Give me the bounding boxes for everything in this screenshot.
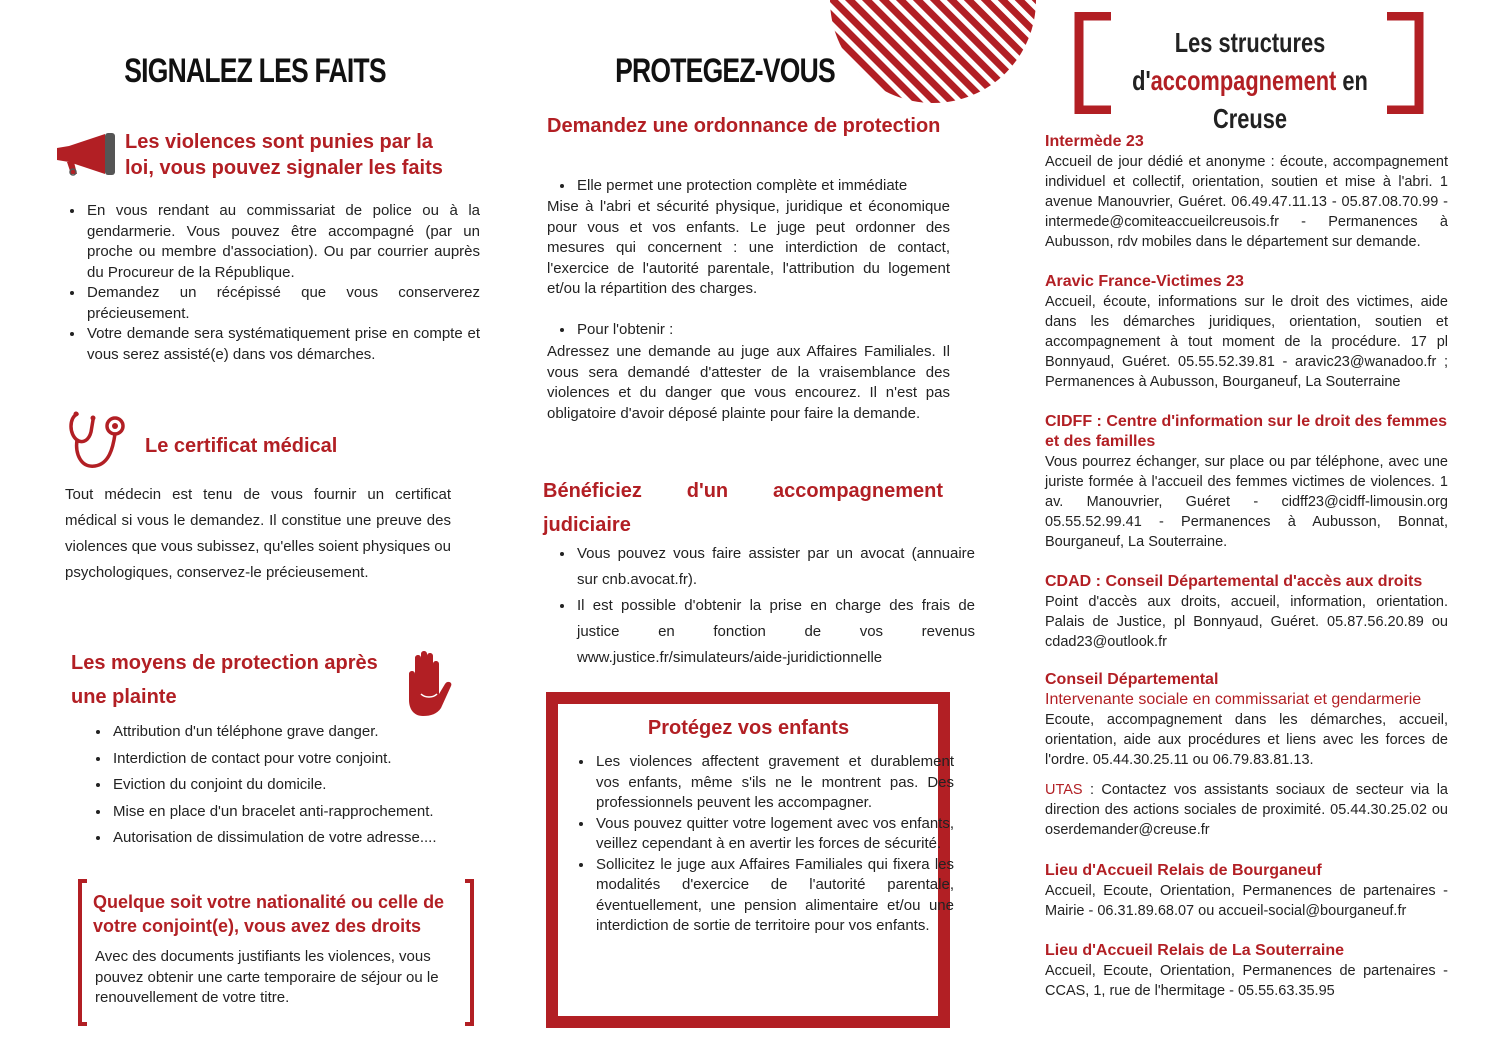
order-text-1: Mise à l'abri et sécurité physique, juridique et économique pour vous et vos enfants. Le juge peut ordonner des mesures qui concernent : une interdiction de contact, l'exercice de l'autorité parentale, l'attribution du logement et/ou la répartition des charges. (547, 198, 950, 297)
report-heading: Les violences sont punies par la loi, vous pouvez signaler les faits (125, 131, 443, 179)
org-name: Conseil Départemental (1045, 671, 1219, 688)
title-accent: accompagnement (1150, 65, 1337, 96)
megaphone-icon (55, 132, 117, 178)
org-conseil-departemental (1045, 670, 1448, 840)
nationality-heading: Quelque soit votre nationalité ou celle de votre conjoint(e), vous avez des droits (93, 892, 445, 936)
org-text: Vous pourrez échanger, sur place ou par téléphone, avec une juriste formée à l'accueil des femmes victimes de violences. 1 av. Manouvrier, Guéret - cidff23@cidff-limousin.org 05.55.52.99.41 - Permanences à Aubusson, Bonnat, Bourganeuf, La Souterraine. (1045, 454, 1448, 550)
protection-list (81, 719, 491, 852)
org-relais-bourganeuf (1045, 861, 1448, 921)
org-text: Accueil, Ecoute, Orientation, Permanences de partenaires - Mairie - 06.31.89.68.07 ou accueil-social@bourganeuf.fr (1045, 883, 1448, 919)
org-name: Lieu d'Accueil Relais de Bourganeuf (1045, 862, 1322, 879)
list-item: • Pour l'obtenir : (575, 320, 980, 341)
order-bullet-2 (545, 320, 980, 341)
legal-list (545, 541, 975, 671)
list-item: • Eviction du conjoint du domicile. (111, 772, 491, 799)
org-relais-souterraine (1045, 941, 1448, 1001)
children-heading: Protégez vos enfants (647, 717, 850, 739)
stop-hand-icon (403, 650, 453, 718)
org-text: Accueil, Ecoute, Orientation, Permanences de partenaires - CCAS, 1, rue de l'hermitage - 05.55.63.35.95 (1045, 963, 1448, 999)
org-cidff (1045, 412, 1448, 552)
list-item: • Demandez un récépissé que vous conserverez précieusement. (85, 283, 480, 324)
nationality-text: Avec des documents justifiants les violences, vous pouvez obtenir une carte temporaire de séjour ou le renouvellement de votre titre. (95, 948, 439, 1006)
children-list (564, 752, 954, 937)
order-heading: Demandez une ordonnance de protection (547, 115, 941, 137)
stethoscope-icon (65, 408, 131, 474)
structures-title (1114, 24, 1387, 138)
org-text: Accueil de jour dédié et anonyme : écoute, accompagnement individuel et collectif, orientation, soutien et mise à l'abri. 1 avenue Manouvrier, Guéret. 06.49.47.11.13 - 05.87.08.70.99 - intermede@comiteaccueilcreusois.fr - Permanences à Aubusson, rdv mobiles dans le département sur demande. (1045, 154, 1448, 250)
org-subtitle: Intervenante sociale en commissariat et gendarmerie (1045, 691, 1422, 708)
org-text: Point d'accès aux droits, accueil, information, orientation. Palais de Justice, pl Bonnyaud, Guéret. 05.87.56.20.89 ou cdad23@outlook.fr (1045, 594, 1448, 650)
list-item: • Votre demande sera systématiquement prise en compte et vous serez assisté(e) dans vos démarches. (85, 324, 480, 365)
structures-title-line1: Les structures (1174, 27, 1326, 58)
list-item: • Elle permet une protection complète et immédiate (575, 176, 980, 197)
order-text-2: Adressez une demande au juge aux Affaires Familiales. Il vous sera demandé d'attester de la vraisemblance des violences et du danger que vous encourez. Il n'est pas obligatoire d'avoir déposé plainte pour faire la demande. (547, 343, 950, 422)
report-list (55, 201, 480, 365)
list-item: • Vous pouvez vous faire assister par un avocat (annuaire sur cnb.avocat.fr). (575, 541, 975, 593)
org-name: CDAD : Conseil Départemental d'accès aux droits (1045, 573, 1423, 590)
org-name: Intermède 23 (1045, 133, 1144, 150)
list-item: • Autorisation de dissimulation de votre adresse.... (111, 825, 491, 852)
list-item: • Les violences affectent gravement et durablement vos enfants, même s'ils ne le montrent pas. Des professionnels peuvent les accompagner. (594, 752, 954, 814)
list-item: • Attribution d'un téléphone grave danger. (111, 719, 491, 746)
org-intermede (1045, 132, 1448, 252)
structures-title-line2 (1114, 62, 1387, 138)
org-utas (1045, 780, 1448, 840)
org-name: Lieu d'Accueil Relais de La Souterraine (1045, 942, 1345, 959)
protection-heading: Les moyens de protection après une plainte (71, 652, 378, 708)
section-title-protect: PROTEGEZ-VOUS (615, 52, 835, 90)
org-text: Ecoute, accompagnement dans les démarches, accueil, orientation, aide aux procédures et liens avec les forces de l'ordre. 05.44.30.25.11 ou 06.79.83.81.13. (1045, 712, 1448, 768)
list-item: • En vous rendant au commissariat de police ou à la gendarmerie. Vous pouvez être accompagné (par un proche ou membre d'association). Ou par courrier auprès du Procureur de la République. (85, 201, 480, 283)
utas-text: : Contactez vos assistants sociaux de secteur via la direction des actions sociales de proximité. 05.44.30.25.02 ou oserdemander@creuse.fr (1045, 782, 1448, 838)
order-bullet-1 (545, 176, 980, 197)
list-item: • Interdiction de contact pour votre conjoint. (111, 746, 491, 773)
list-item: • Sollicitez le juge aux Affaires Familiales qui fixera les modalités d'exercice de l'autorité parentale, éventuellement, une pension alimentaire et/ou une interdiction de sortie de territoire pour vos enfants. (594, 855, 954, 937)
certificate-text: Tout médecin est tenu de vous fournir un certificat médical si vous le demandez. Il constitue une preuve des violences que vous subissez, qu'elles soient physiques ou psychologiques, conservez-le précieusement. (65, 486, 451, 581)
certificate-heading: Le certificat médical (145, 435, 338, 457)
list-item: • Mise en place d'un bracelet anti-rapprochement. (111, 799, 491, 826)
org-text: Accueil, écoute, informations sur le droit des victimes, aide dans les démarches juridiques, orientation, soutien et accompagnement à tout moment de la procédure. 17 pl Bonnyaud, Guéret. 05.55.52.39.81 - aravic23@wanadoo.fr ; Permanences à Aubusson, Bourganeuf, La Souterraine (1045, 294, 1448, 390)
legal-heading: Bénéficiez d'un accompagnement judiciaire (543, 480, 943, 536)
org-name: Aravic France-Victimes 23 (1045, 273, 1244, 290)
title-post: en Creuse (1212, 65, 1368, 134)
title-pre: d' (1132, 65, 1151, 96)
list-item: • Il est possible d'obtenir la prise en charge des frais de justice en fonction de vos revenus www.justice.fr/simulateurs/aide-juridictionnelle (575, 593, 975, 671)
org-aravic (1045, 272, 1448, 392)
utas-label: UTAS (1045, 782, 1083, 798)
org-name: CIDFF : Centre d'information sur le droit des femmes et des familles (1045, 413, 1448, 450)
section-title-report: SIGNALEZ LES FAITS (124, 52, 386, 90)
list-item: • Vous pouvez quitter votre logement avec vos enfants, veillez cependant à en avertir les forces de sécurité. (594, 814, 954, 855)
org-cdad (1045, 572, 1448, 652)
